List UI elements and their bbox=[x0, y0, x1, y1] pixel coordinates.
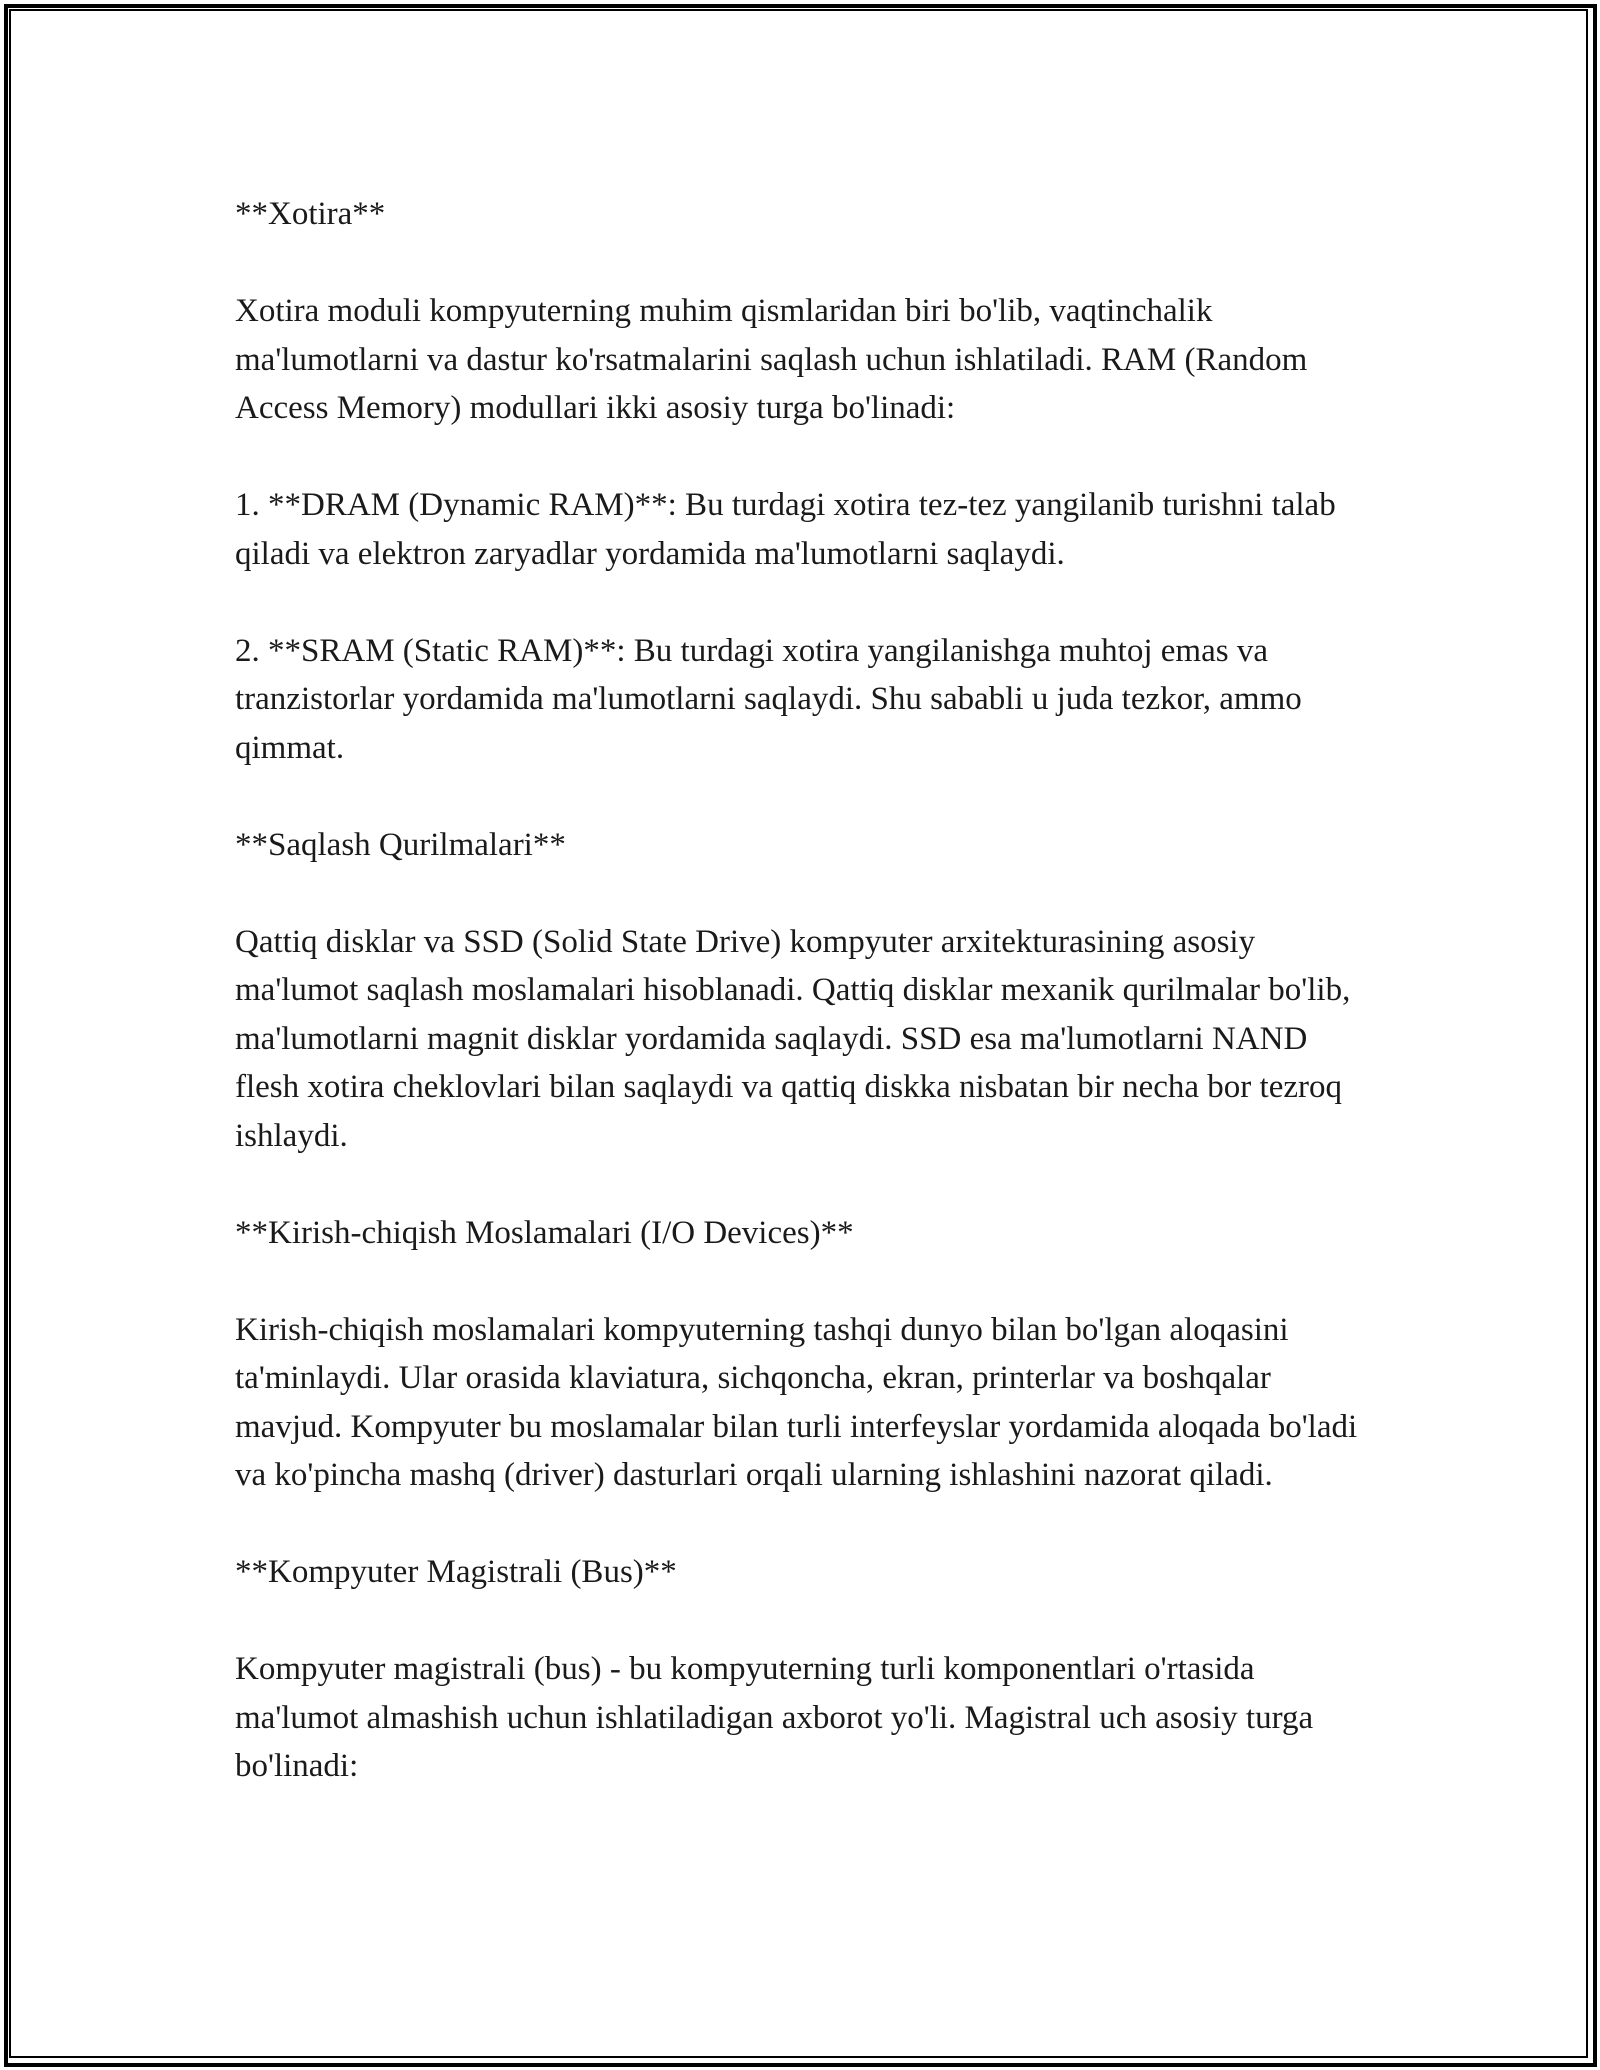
document-body bbox=[235, 190, 1375, 1791]
section-heading-saqlash: **Saqlash Qurilmalari** bbox=[235, 826, 566, 863]
list-item-sram: 2. **SRAM (Static RAM)**: Bu turdagi xotira yangilanishga muhtoj emas va tranzistorlar yordamida ma'lumotlarni saqlaydi. Shu sababli u juda tezkor, ammo qimmat. bbox=[235, 632, 1302, 766]
paragraph-bus: Kompyuter magistrali (bus) - bu kompyuterning turli komponentlari o'rtasida ma'lumot almashish uchun ishlatiladigan axborot yo'li. Magistral uch asosiy turga bo'linadi: bbox=[235, 1651, 1314, 1784]
paragraph-io: Kirish-chiqish moslamalari kompyuterning tashqi dunyo bilan bo'lgan aloqasini ta'minlaydi. Ular orasida klaviatura, sichqoncha, ekran, printerlar va boshqalar mavjud. Kompyuter bu moslamalar bilan turli interfeyslar yordamida aloqada bo'ladi va ko'pincha mashq (driver) dasturlari orqali ularning ishlashini nazorat qiladi. bbox=[235, 1311, 1358, 1493]
section-heading-bus: **Kompyuter Magistrali (Bus)** bbox=[235, 1554, 677, 1590]
list-item-dram: 1. **DRAM (Dynamic RAM)**: Bu turdagi xotira tez-tez yangilanib turishni talab qiladi va elektron zaryadlar yordamida ma'lumotlarni saqlaydi. bbox=[235, 487, 1336, 572]
section-heading-io: **Kirish-chiqish Moslamalari (I/O Devices)** bbox=[235, 1214, 854, 1251]
paragraph-storage: Qattiq disklar va SSD (Solid State Drive) kompyuter arxitekturasining asosiy ma'lumot saqlash moslamalari hisoblanadi. Qattiq disklar mexanik qurilmalar bo'lib, ma'lumotlarni magnit disklar yordamida saqlaydi. SSD esa ma'lumotlarni NAND flesh xotira cheklovlari bilan saqlaydi va qattiq diskka nisbatan bir necha bor tezroq ishlaydi. bbox=[235, 923, 1351, 1154]
section-heading-xotira: **Xotira** bbox=[235, 196, 386, 232]
paragraph-ram-intro: Xotira moduli kompyuterning muhim qismlaridan biri bo'lib, vaqtinchalik ma'lumotlarni va dastur ko'rsatmalarini saqlash uchun ishlatiladi. RAM (Random Access Memory) modullari ikki asosiy turga bo'linadi: bbox=[235, 293, 1308, 426]
